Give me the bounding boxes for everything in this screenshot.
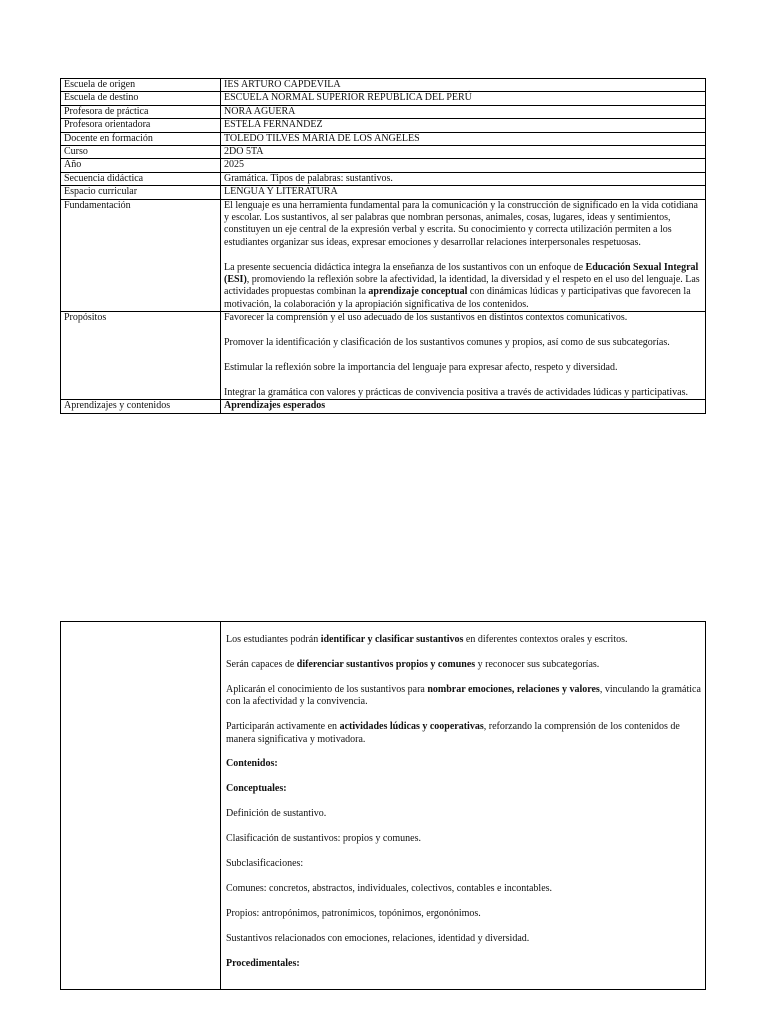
row-label: Curso xyxy=(61,146,221,159)
row-value: Gramática. Tipos de palabras: sustantivos. xyxy=(221,172,706,185)
row-value: TOLEDO TILVES MARIA DE LOS ANGELES xyxy=(221,132,706,145)
row-label: Espacio curricular xyxy=(61,186,221,199)
section-heading xyxy=(226,758,701,770)
paragraph xyxy=(224,262,702,312)
text-span: , vinculando la gramática con la afectividad y la convivencia. xyxy=(226,683,701,708)
paragraph xyxy=(226,659,701,671)
table-row xyxy=(61,172,706,185)
proposito-item: Favorecer la comprensión y el uso adecuado de los sustantivos en distintos contextos comunicativos. xyxy=(224,312,628,324)
table-row xyxy=(61,622,706,990)
contenidos-table xyxy=(60,621,706,990)
row-value: LENGUA Y LITERATURA xyxy=(221,186,706,199)
text-span: y reconocer sus subcategorías. xyxy=(475,658,600,670)
content-item: Subclasificaciones: xyxy=(226,858,304,870)
text-span: Serán capaces de xyxy=(226,658,297,670)
paragraph xyxy=(226,634,701,646)
propositos-text xyxy=(221,312,706,400)
text-span: Los estudiantes podrán xyxy=(226,634,321,645)
row-label: Escuela de destino xyxy=(61,92,221,105)
fundamentacion-row xyxy=(61,199,706,312)
content-item: Definición de sustantivo. xyxy=(226,808,327,820)
row-label: Profesora de práctica xyxy=(61,105,221,118)
table-row xyxy=(61,119,706,132)
bold-text: identificar y clasificar sustantivos xyxy=(320,634,464,645)
bold-text: Conceptuales: xyxy=(226,783,287,795)
text-span: Participarán activamente en xyxy=(226,721,340,733)
table-row xyxy=(61,105,706,118)
aprendizajes-row xyxy=(61,400,706,413)
proposito-item: Promover la identificación y clasificación de los sustantivos comunes y propios, así como de sus subcategorías. xyxy=(224,337,670,349)
content-item: Clasificación de sustantivos: propios y comunes. xyxy=(226,833,421,845)
table-row xyxy=(61,92,706,105)
propositos-row xyxy=(61,312,706,400)
row-label: Fundamentación xyxy=(61,199,221,312)
bold-text: diferenciar sustantivos propios y comunes xyxy=(296,658,476,670)
text-span: , promoviendo la reflexión sobre la afectividad, la identidad, la diversidad y el respeto en el uso del lenguaje. Las actividades propuestas combinan la xyxy=(224,274,700,298)
row-label: Docente en formación xyxy=(61,132,221,145)
fundamentacion-text xyxy=(221,199,706,312)
contenidos-text xyxy=(221,622,706,990)
row-value: ESCUELA NORMAL SUPERIOR REPUBLICA DEL PERÚ xyxy=(221,92,706,105)
section-heading xyxy=(226,958,701,970)
row-value: ESTELA FERNANDEZ xyxy=(221,119,706,132)
paragraph: El lenguaje es una herramienta fundamental para la comunicación y la construcción de significado en la vida cotidiana y escolar. Los sustantivos, al ser palabras que nombran personas, animales, cosas, lugares, ideas y sentimientos, constituyen un eje central de la expresión verbal y escrita. Su conocimiento y correcta utilización permiten a los estudiantes organizar sus ideas, expresar emociones y desarrollar relaciones interpersonales respetuosas. xyxy=(224,199,698,248)
proposito-item: Integrar la gramática con valores y prácticas de convivencia positiva a través de actividades lúdicas y participativas. xyxy=(224,386,688,398)
proposito-item: Estimular la reflexión sobre la importancia del lenguaje para expresar afecto, respeto y diversidad. xyxy=(224,361,618,373)
content-item: Sustantivos relacionados con emociones, relaciones, identidad y diversidad. xyxy=(226,932,530,944)
row-label: Secuencia didáctica xyxy=(61,172,221,185)
row-value: 2025 xyxy=(221,159,706,172)
table-row xyxy=(61,146,706,159)
paragraph xyxy=(226,721,701,746)
table-row xyxy=(61,159,706,172)
bold-text: aprendizaje conceptual xyxy=(368,286,468,298)
row-value: IES ARTURO CAPDEVILA xyxy=(221,79,706,92)
text-span: La presente secuencia didáctica integra la enseñanza de los sustantivos con un enfoque de xyxy=(224,261,586,273)
text-span: en diferentes contextos orales y escritos. xyxy=(463,634,628,645)
row-value: NORA AGUERA xyxy=(221,105,706,118)
text-span: Aplicarán el conocimiento de los sustantivos para xyxy=(226,683,428,695)
empty-label-cell xyxy=(61,622,221,990)
bold-text: Contenidos: xyxy=(226,758,278,770)
text-span: con dinámicas lúdicas y participativas que favorecen la motivación, la colaboración y la apropiación significativa de los contenidos. xyxy=(224,286,691,310)
bold-text: Aprendizajes esperados xyxy=(224,400,326,412)
content-item: Comunes: concretos, abstractos, individuales, colectivos, contables e incontables. xyxy=(226,882,553,894)
table-row xyxy=(61,186,706,199)
text-span: , reforzando la comprensión de los contenidos de manera significativa y motivadora. xyxy=(226,721,680,745)
bold-text: Educación Sexual Integral (ESI) xyxy=(224,261,699,286)
paragraph xyxy=(226,684,701,709)
table-row xyxy=(61,132,706,145)
bold-text: actividades lúdicas y cooperativas xyxy=(339,721,484,733)
planning-table xyxy=(60,78,706,414)
row-label: Año xyxy=(61,159,221,172)
row-value xyxy=(221,400,706,413)
table-row xyxy=(61,79,706,92)
row-label: Aprendizajes y contenidos xyxy=(61,400,221,413)
section-heading xyxy=(226,783,701,795)
content-item: Propios: antropónimos, patronímicos, topónimos, ergonónimos. xyxy=(226,907,481,919)
row-label: Profesora orientadora xyxy=(61,119,221,132)
row-value: 2DO 5TA xyxy=(221,146,706,159)
row-label: Escuela de origen xyxy=(61,79,221,92)
bold-text: nombrar emociones, relaciones y valores xyxy=(427,683,600,695)
row-label: Propósitos xyxy=(61,312,221,400)
bold-text: Procedimentales: xyxy=(226,957,300,969)
